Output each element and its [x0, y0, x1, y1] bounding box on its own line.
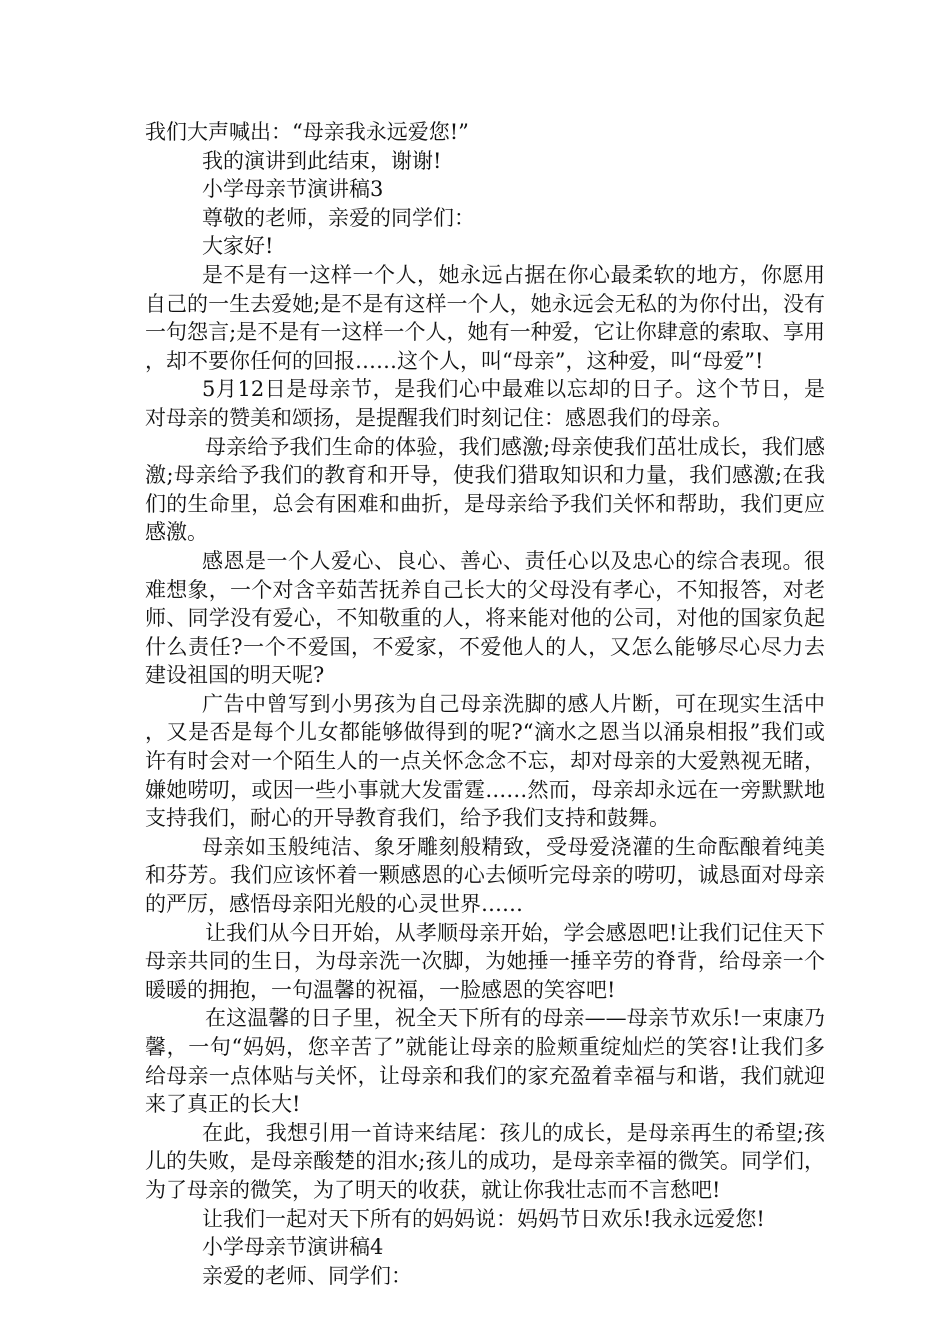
document-body	[145, 118, 825, 1290]
greeting-dear-teachers: 亲爱的老师、同学们：	[202, 1263, 412, 1288]
paragraph-poem-ending: 在此，我想引用一首诗来结尾：孩儿的成长，是母亲再生的希望;孩儿的失败，是母亲酸楚的泪水;孩儿的成功，是母亲幸福的微笑。同学们，为了母亲的微笑，为了明天的收获，就让你我壮志而不言愁吧!	[145, 1120, 825, 1202]
paragraph-mothers-day-date: 5月12日是母亲节，是我们心中最难以忘却的日子。这个节日，是对母亲的赞美和颂扬，是提醒我们时刻记住：感恩我们的母亲。	[145, 377, 825, 430]
greeting-teachers-students: 尊敬的老师，亲爱的同学们：	[202, 205, 475, 230]
paragraph-mother-pure: 母亲如玉般纯洁、象牙雕刻般精致，受母爱浇灌的生命酝酿着纯美和芬芳。我们应该怀着一颗感恩的心去倾听完母亲的唠叨，诚恳面对母亲的严厉，感悟母亲阳光般的心灵世界……	[145, 834, 825, 917]
paragraph-advertisement: 广告中曾写到小男孩为自己母亲洗脚的感人片断，可在现实生活中，又是否是每个儿女都能够做得到的呢?“滴水之恩当以涌泉相报”我们或许有时会对一个陌生人的一点关怀念念不忘，却对母亲的大爱熟视无睹，嫌她唠叨，或因一些小事就大发雷霆……然而，母亲却永远在一旁默默地支持我们，耐心的开导教育我们，给予我们支持和鼓舞。	[145, 691, 825, 831]
paragraph-closing-shout: 我们大声喊出：“母亲我永远爱您!”	[145, 120, 469, 144]
paragraph-mother-love: 是不是有一这样一个人，她永远占据在你心最柔软的地方，你愿用自己的一生去爱她;是不是有这样一个人，她永远会无私的为你付出，没有一句怨言;是不是有一这样一个人，她有一种爱，它让你肆意的索取、享用，却不要你任何的回报……这个人，叫“母亲”，这种爱，叫“母爱”!	[145, 262, 825, 373]
paragraph-warm-day: 在这温馨的日子里，祝全天下所有的母亲——母亲节欢乐!一束康乃馨，一句“妈妈，您辛苦了”就能让母亲的脸颊重绽灿烂的笑容!让我们多给母亲一点体贴与关怀，让母亲和我们的家充盈着幸福与和谐，我们就迎来了真正的长大!	[145, 1006, 825, 1117]
paragraph-gratitude-life: 母亲给予我们生命的体验，我们感激;母亲使我们茁壮成长，我们感激;母亲给予我们的教育和开导，使我们猎取知识和力量，我们感激;在我们的生命里，总会有困难和曲折，是母亲给予我们关怀和帮助，我们更应感激。	[145, 434, 825, 545]
paragraph-gratitude-meaning: 感恩是一个人爱心、良心、善心、责任心以及忠心的综合表现。很难想象，一个对含辛茹苦抚养自己长大的父母没有孝心，不知报答，对老师、同学没有爱心，不知敬重的人，将来能对他的公司，对他的国家负起什么责任?一个不爱国，不爱家，不爱他人的人，又怎么能够尽心尽力去建设祖国的明天呢?	[145, 548, 825, 688]
paragraph-speech-end: 我的演讲到此结束，谢谢!	[202, 148, 442, 173]
paragraph-start-today: 让我们从今日开始，从孝顺母亲开始，学会感恩吧!让我们记住天下母亲共同的生日，为母亲洗一次脚，为她捶一捶辛劳的脊背，给母亲一个暖暖的拥抱，一句温馨的祝福，一脸感恩的笑容吧!	[145, 920, 825, 1002]
section-title-speech-3: 小学母亲节演讲稿3	[202, 177, 384, 202]
section-title-speech-4: 小学母亲节演讲稿4	[202, 1235, 384, 1260]
paragraph-happy-mothers-day: 让我们一起对天下所有的妈妈说：妈妈节日欢乐!我永远爱您!	[202, 1206, 765, 1231]
greeting-everyone: 大家好!	[202, 234, 274, 259]
